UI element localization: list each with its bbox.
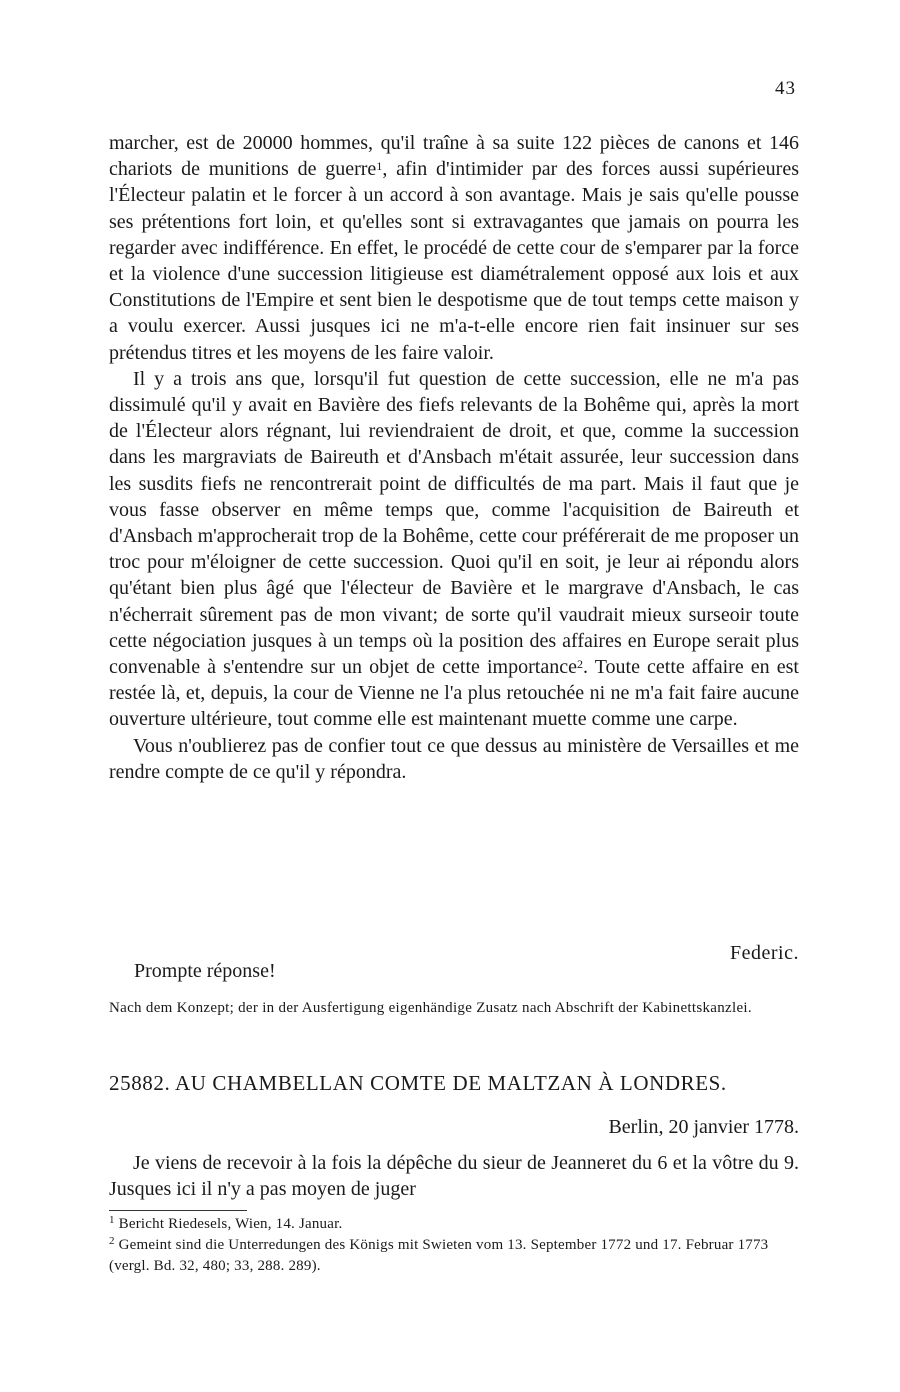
- letter-heading: 25882. AU CHAMBELLAN COMTE DE MALTZAN À LONDRES.: [109, 1071, 727, 1095]
- paragraph-2: [109, 366, 799, 733]
- signature: Federic.: [730, 942, 799, 964]
- footnote-mark-1: 1: [109, 1214, 115, 1226]
- paragraph-2-text-a: Il y a trois ans que, lorsqu'il fut question de cette succession, elle ne m'a pas dissimulé qu'il y avait en Bavière des fiefs relevants de la Bohême qui, après la mort de l'Électeur alors régnant, lui reviendraient de droit, et que, comme la succession dans les margraviats de Baireuth et d'Ansbach m'était assurée, leur succession dans les susdits fiefs ne rencontrerait point de difficultés de ma part. Mais il faut que je vous fasse observer en même temps que, comme l'acquisition de Baireuth et d'Ansbach m'approcherait trop de la Bohême, cette cour préférerait de me proposer un troc pour m'éloigner de cette succession. Quoi qu'il en soit, je leur ai répondu alors qu'étant bien plus âgé que l'électeur de Bavière et le margrave d'Ansbach, le cas n'écherrait sûrement pas de mon vivant; de sorte qu'il vaudrait mieux surseoir toute cette négociation jusques à un temps où la position des affaires en Europe serait plus convenable à s'entendre sur un objet de cette importance: [109, 367, 799, 679]
- paragraph-3: Vous n'oublierez pas de confier tout ce que dessus au ministère de Versailles et me rendre compte de ce qu'il y répondra.: [109, 734, 799, 783]
- footnote-2: [109, 1235, 799, 1277]
- paragraph-2-text-b: . Toute cette affaire en est restée là, et, depuis, la cour de Vienne ne l'a plus retouchée ni ne m'a fait faire aucune ouverture ultérieure, tout comme elle est maintenant muette comme une carpe.: [109, 656, 799, 731]
- paragraph-1-text-b: , afin d'intimider par des forces aussi supérieures l'Électeur palatin et le forcer à un accord à son avantage. Mais je sais qu'elle pousse ses prétentions fort loin, et qu'elles sont si extravagantes que jamais on pourra les regarder avec indifférence. En effet, le procédé de cette cour de s'emparer par la force et la violence d'une succession litigieuse est diamétralement opposé aux lois et aux Constitutions de l'Empire et sent bien le despotisme que de tout temps cette maison y a voulu exercer. Aussi jusques ici ne m'a-t-elle encore rien fait insinuer sur ses prétendus titres et les moyens de les faire valoir.: [109, 158, 799, 364]
- source-note: Nach dem Konzept; der in der Ausfertigung eigenhändige Zusatz nach Abschrift der Kabinettskanzlei.: [109, 1000, 752, 1016]
- footnote-ref-2: 2: [576, 657, 583, 672]
- footnotes: [109, 1214, 799, 1277]
- dateline: Berlin, 20 janvier 1778.: [608, 1116, 799, 1138]
- letter-body: [109, 130, 799, 785]
- footnote-ref-1: 1: [376, 159, 383, 174]
- paragraph-1-text-a: marcher, est de 20000 hommes, qu'il traîne à sa suite 122 pièces de canons et 146 chariots de munitions de guerre: [109, 132, 799, 181]
- footnote-rule: [109, 1210, 247, 1211]
- paragraph-4: Je viens de recevoir à la fois la dépêche du sieur de Jeanneret du 6 et la vôtre du 9. Jusques ici il n'y a pas moyen de juger: [109, 1152, 799, 1201]
- page-number: 43: [775, 78, 796, 99]
- footnote-mark-2: 2: [109, 1235, 115, 1247]
- footnote-1: [109, 1214, 799, 1235]
- paragraph-1: [109, 130, 799, 366]
- footnote-2-text: Gemeint sind die Unterredungen des Königs mit Swieten vom 13. September 1772 und 17. Februar 1773 (vergl. Bd. 32, 480; 33, 288. 289).: [109, 1237, 769, 1274]
- footnote-1-text: Bericht Riedesels, Wien, 14. Januar.: [114, 1216, 343, 1232]
- letter-body-2: [109, 1150, 799, 1202]
- postscript: Prompte réponse!: [134, 960, 276, 982]
